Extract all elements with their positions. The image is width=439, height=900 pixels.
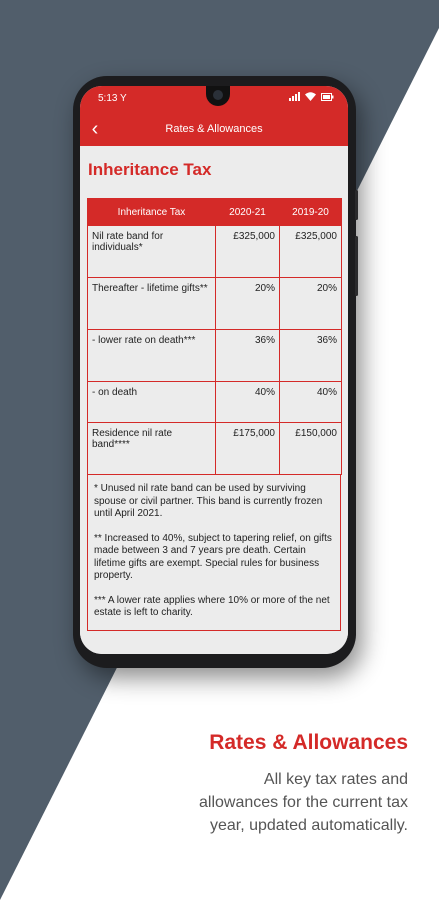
status-time: 5:13 Y bbox=[98, 93, 127, 104]
table-row bbox=[88, 382, 342, 423]
table-cell: - on death bbox=[88, 382, 216, 423]
status-icons bbox=[289, 92, 334, 101]
app-bar-title: Rates & Allowances bbox=[165, 123, 263, 135]
table-header: Inheritance Tax bbox=[88, 199, 216, 226]
footnote: * Unused nil rate band can be used by surviving spouse or civil partner. This band is currently frozen until April 2021. bbox=[94, 483, 323, 519]
app-bar bbox=[80, 114, 348, 146]
table-cell: 20% bbox=[280, 278, 342, 330]
table-cell: £325,000 bbox=[280, 226, 342, 278]
back-arrow-icon[interactable]: ‹ bbox=[91, 118, 99, 140]
wifi-icon bbox=[305, 92, 316, 101]
status-bar bbox=[80, 86, 348, 114]
table-row bbox=[88, 330, 342, 382]
page-title: Inheritance Tax bbox=[88, 160, 212, 179]
caption-title: Rates & Allowances bbox=[209, 731, 408, 754]
table-cell: 36% bbox=[280, 330, 342, 382]
table-cell: Residence nil rate band**** bbox=[88, 423, 216, 475]
camera-notch bbox=[206, 86, 230, 106]
table-cell: £150,000 bbox=[280, 423, 342, 475]
table-cell: 40% bbox=[280, 382, 342, 423]
inheritance-tax-table bbox=[87, 198, 341, 631]
table-footnotes bbox=[87, 475, 341, 631]
table-cell: £325,000 bbox=[216, 226, 280, 278]
table-header: 2020-21 bbox=[216, 199, 280, 226]
footnote: *** A lower rate applies where 10% or more of the net estate is left to charity. bbox=[94, 594, 330, 618]
caption-body: All key tax rates and allowances for the current tax year, updated automatically. bbox=[199, 771, 408, 834]
table-row bbox=[88, 423, 342, 475]
table-header: 2019-20 bbox=[280, 199, 342, 226]
table-cell: 36% bbox=[216, 330, 280, 382]
signal-icon bbox=[289, 92, 300, 101]
table-row bbox=[88, 226, 342, 278]
table-header-row bbox=[88, 199, 342, 226]
footnote: ** Increased to 40%, subject to tapering relief, on gifts made between 3 and 7 years pre death. Certain lifetime gifts are exempt. Special rules for business property. bbox=[94, 532, 332, 581]
table-cell: £175,000 bbox=[216, 423, 280, 475]
table-cell: - lower rate on death*** bbox=[88, 330, 216, 382]
table-cell: Thereafter - lifetime gifts** bbox=[88, 278, 216, 330]
page-content bbox=[80, 146, 348, 654]
battery-icon bbox=[321, 93, 334, 101]
table-cell: 20% bbox=[216, 278, 280, 330]
table-row bbox=[88, 278, 342, 330]
app-screen bbox=[80, 86, 348, 654]
phone-side-button bbox=[355, 236, 358, 296]
phone-side-button bbox=[355, 190, 358, 220]
table-cell: 40% bbox=[216, 382, 280, 423]
table-cell: Nil rate band for individuals* bbox=[88, 226, 216, 278]
